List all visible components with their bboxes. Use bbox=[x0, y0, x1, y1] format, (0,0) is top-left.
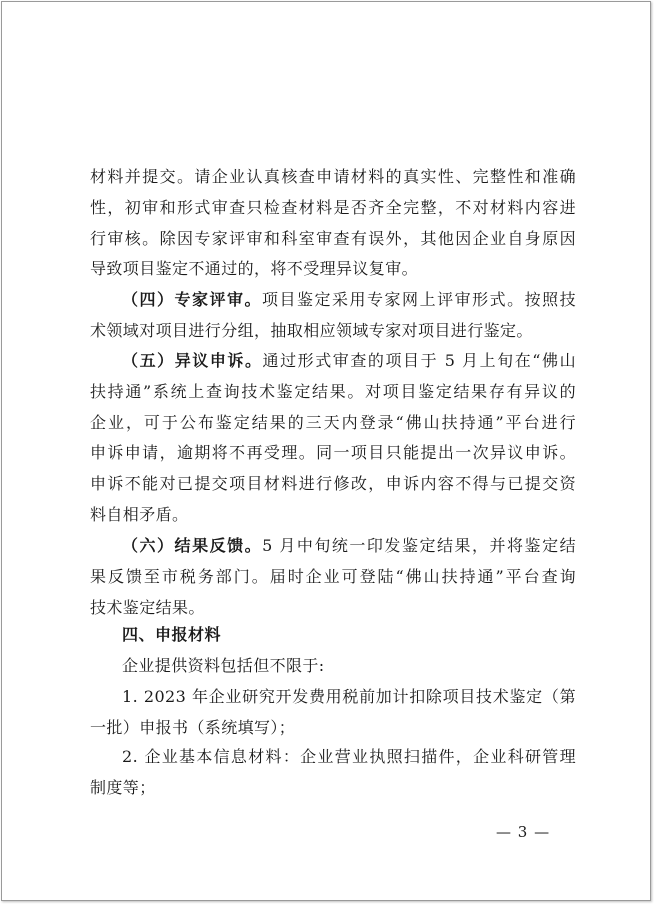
paragraph-label: （五）异议申诉。 bbox=[122, 351, 263, 370]
text-line: 扶持通”系统上查询技术鉴定结果。对项目鉴定结果存有异议的 bbox=[90, 381, 576, 401]
text-line: 1. 2023 年企业研究开发费用税前加计扣除项目技术鉴定（第 bbox=[122, 687, 576, 706]
text-line: 技术鉴定结果。 bbox=[90, 597, 205, 617]
text-line: 企业，可于公布鉴定结果的三天内登录“佛山扶持通”平台进行 bbox=[90, 412, 576, 432]
text-line: 一批）申报书（系统填写）； bbox=[90, 717, 296, 737]
material-item-2 bbox=[90, 742, 576, 804]
paragraph-result-feedback bbox=[90, 531, 576, 623]
paragraph-material-review bbox=[90, 162, 576, 285]
text-segment: 5 月中旬统一印发鉴定结果，并将鉴定结 bbox=[262, 536, 576, 555]
text-segment: 通过形式审查的项目于 5 月上旬在“佛山 bbox=[262, 351, 576, 370]
text-line: 料自相矛盾。 bbox=[90, 504, 189, 524]
paragraph-expert-review bbox=[90, 285, 576, 347]
text-line: 2. 企业基本信息材料：企业营业执照扫描件，企业科研管理 bbox=[122, 747, 576, 766]
material-item-1 bbox=[90, 682, 576, 744]
text-line: 果反馈至市税务部门。届时企业可登陆“佛山扶持通”平台查询 bbox=[90, 566, 576, 586]
text-line: 申诉不能对已提交项目材料进行修改，申诉内容不得与已提交资 bbox=[90, 474, 576, 494]
page-number: — 3 — bbox=[496, 823, 551, 841]
materials-intro bbox=[90, 651, 576, 682]
paragraph-objection-appeal bbox=[90, 346, 576, 531]
paragraph-label: （四）专家评审。 bbox=[122, 290, 263, 309]
section-heading: 四、申报材料 bbox=[122, 625, 222, 644]
text-line bbox=[90, 531, 576, 562]
text-line: 行审核。除因专家评审和科室审查有误外，其他因企业自身原因 bbox=[90, 228, 576, 248]
text-line bbox=[90, 285, 576, 316]
text-segment: 项目鉴定采用专家网上评审形式。按照技 bbox=[262, 290, 576, 309]
text-line bbox=[90, 346, 576, 377]
text-line: 导致项目鉴定不通过的，将不受理异议复审。 bbox=[90, 259, 419, 279]
text-line: 材料并提交。请企业认真核查申请材料的真实性、完整性和准确 bbox=[90, 167, 576, 186]
paragraph-label: （六）结果反馈。 bbox=[122, 536, 263, 555]
text-line: 制度等； bbox=[90, 777, 156, 797]
text-line: 术领域对项目进行分组，抽取相应领域专家对项目进行鉴定。 bbox=[90, 320, 533, 340]
text-line: 申诉申请，逾期将不再受理。同一项目只能提出一次异议申诉。 bbox=[90, 443, 576, 463]
text-line: 性，初审和形式审查只检查材料是否齐全完整，不对材料内容进 bbox=[90, 197, 576, 217]
text-line: 企业提供资料包括但不限于: bbox=[122, 656, 325, 675]
